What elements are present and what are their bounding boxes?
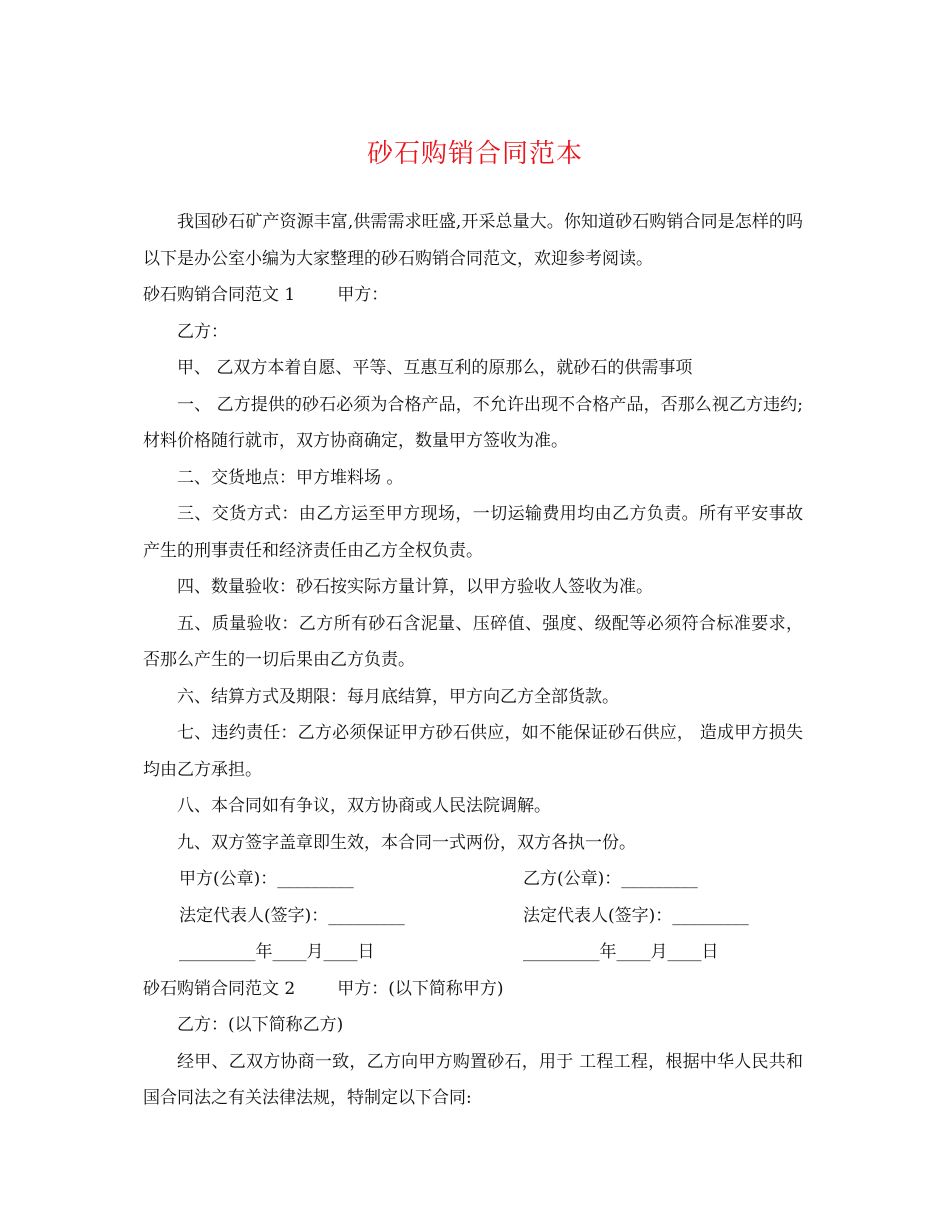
contract2-heading: 砂石购销合同范文 2: [143, 978, 296, 999]
contract2-preamble: 经甲、乙双方协商一致，乙方向甲方购置砂石，用于 工程工程，根据中华人民共和国合同法之有关法律法规，特制定以下合同:: [143, 1051, 803, 1108]
contract1-preamble: 甲、 乙双方本着自愿、平等、互惠互利的原那么，就砂石的供需事项: [177, 358, 693, 378]
signature-rep-row: [143, 898, 803, 935]
clause-4: 四、数量验收：砂石按实际方量计算，以甲方验收人签收为准。: [177, 577, 653, 597]
clause-1: 一、 乙方提供的砂石必须为合格产品，不允许出现不合格产品，否那么视乙方违约;材料价格随行就市，双方协商确定，数量甲方签收为准。: [143, 394, 803, 451]
party-b-seal: 乙方(公章)：_________: [523, 869, 698, 889]
clause-6: 六、结算方式及期限：每月底结算，甲方向乙方全部货款。: [177, 686, 619, 707]
clause-8: 八、本合同如有争议，双方协商或人民法院调解。: [177, 796, 551, 816]
signature-date-row: [143, 934, 803, 971]
intro-paragraph: 我国砂石矿产资源丰富,供需需求旺盛,开采总量大。你知道砂石购销合同是怎样的吗以下是办公室小编为大家整理的砂石购销合同范文，欢迎参考阅读。: [143, 212, 803, 269]
document-title: 砂石购销合同范本: [366, 139, 583, 169]
contract2-heading-line: [143, 971, 803, 1008]
party-a-representative: 法定代表人(签字)：_________: [179, 905, 405, 926]
party-a-seal: 甲方(公章)：_________: [179, 869, 354, 889]
contract2-party-b: 乙方：(以下简称乙方): [177, 1015, 344, 1035]
contract2-party-a: 甲方：(以下简称甲方): [337, 978, 504, 999]
clause-2: 二、交货地点：甲方堆料场 。: [177, 467, 404, 488]
signature-seal-row: [143, 861, 803, 898]
party-a-date: _________年____月____日: [179, 942, 375, 962]
contract1-party-a: 甲方：: [337, 285, 389, 305]
party-b-representative: 法定代表人(签字)：_________: [523, 905, 749, 926]
contract1-heading: 砂石购销合同范文 1: [143, 285, 296, 305]
clause-5: 五、质量验收：乙方所有砂石含泥量、压碎值、强度、级配等必须符合标准要求，否那么产生的一切后果由乙方负责。: [143, 613, 803, 670]
clause-7: 七、违约责任：乙方必须保证甲方砂石供应，如不能保证砂石供应， 造成甲方损失均由乙方承担。: [143, 723, 803, 780]
document-body: [143, 204, 803, 1117]
clause-3: 三、交货方式：由乙方运至甲方现场，一切运输费用均由乙方负责。所有平安事故产生的刑事责任和经济责任由乙方全权负责。: [143, 504, 803, 561]
contract1-party-b: 乙方：: [177, 321, 228, 342]
contract1-heading-line: [143, 277, 803, 314]
clause-9: 九、双方签字盖章即生效，本合同一式两份，双方各执一份。: [177, 832, 636, 853]
party-b-date: _________年____月____日: [523, 942, 719, 962]
